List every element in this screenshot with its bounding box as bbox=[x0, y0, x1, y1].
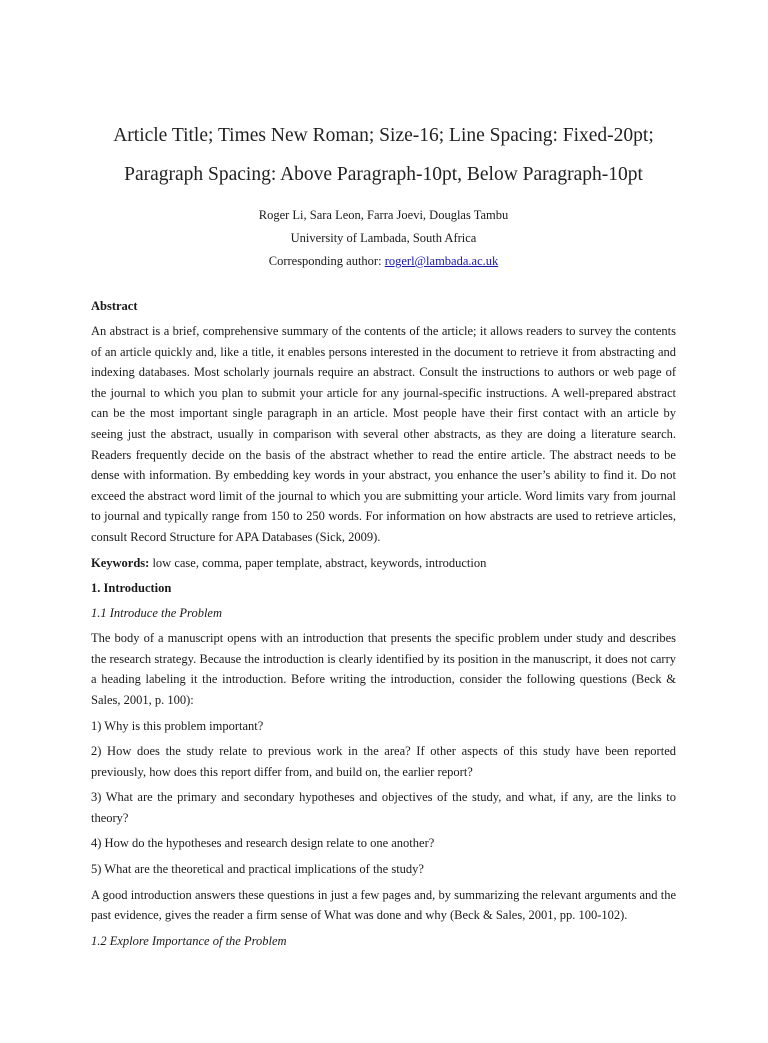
corresponding-label: Corresponding author: bbox=[268, 254, 385, 268]
question-item: 3) What are the primary and secondary hypotheses and objectives of the study, and what, if any, are the links to theory? bbox=[91, 790, 676, 825]
abstract-text: An abstract is a brief, comprehensive summary of the contents of the article; it allows readers to survey the contents of an article quickly and, like a title, it enables persons interested in the document to retrieve it from abstracting and indexing databases. Most scholarly journals require an abstract. Consult the instructions to authors or web page of the journal to which you plan to submit your article for any journal-specific instructions. A well-prepared abstract can be the most important single paragraph in an article. Most people have their first contact with an article by seeing just the abstract, usually in comparison with several other abstracts, as they are doing a literature search. Readers frequently decide on the basis of the abstract whether to read the entire article. The abstract needs to be dense with information. By embedding key words in your abstract, you enhance the user’s ability to find it. Do not exceed the abstract word limit of the journal to which you are submitting your article. Word limits vary from journal to journal and typically range from 150 to 250 words. For information on how abstracts are used to retrieve articles, consult Record Structure for APA Databases (Sick, 2009). bbox=[91, 324, 676, 544]
corresponding-email-link[interactable]: rogerl@lambada.ac.uk bbox=[384, 254, 499, 268]
title-line-1: Article Title; Times New Roman; Size-16; Line Spacing: Fixed-20pt; bbox=[113, 125, 654, 146]
title-line-2: Paragraph Spacing: Above Paragraph-10pt, Below Paragraph-10pt bbox=[124, 164, 643, 185]
question-item: 5) What are the theoretical and practical implications of the study? bbox=[91, 862, 424, 877]
introduction-paragraph-2: A good introduction answers these questions in just a few pages and, by summarizing the relevant arguments and the past evidence, gives the reader a firm sense of What was done and why (Beck & Sales, 2001, pp. 100-102). bbox=[91, 887, 676, 923]
paper-page bbox=[91, 116, 676, 951]
article-title bbox=[85, 116, 682, 194]
subsection-1-1-heading: 1.1 Introduce the Problem bbox=[91, 606, 222, 621]
affiliation: University of Lambada, South Africa bbox=[290, 231, 477, 245]
subsection-1-2-heading: 1.2 Explore Importance of the Problem bbox=[91, 933, 287, 948]
keywords-label: Keywords: bbox=[91, 555, 150, 570]
keywords-text: low case, comma, paper template, abstract, keywords, introduction bbox=[149, 555, 487, 570]
question-item: 1) Why is this problem important? bbox=[91, 718, 264, 733]
authors: Roger Li, Sara Leon, Farra Joevi, Douglas Tambu bbox=[258, 208, 509, 222]
abstract-heading: Abstract bbox=[91, 299, 138, 313]
introduction-heading: 1. Introduction bbox=[91, 581, 172, 596]
question-item: 4) How do the hypotheses and research design relate to one another? bbox=[91, 836, 435, 851]
corresponding-author bbox=[91, 250, 676, 273]
introduction-paragraph-1: The body of a manuscript opens with an introduction that presents the specific problem under study and describes the research strategy. Because the introduction is clearly identified by its position in the manuscript, it does not carry a heading labeling it the introduction. Before writing the introduction, consider the following questions (Beck & Sales, 2001, p. 100): bbox=[91, 631, 676, 707]
keywords bbox=[91, 553, 676, 574]
question-item: 2) How does the study relate to previous work in the area? If other aspects of this study have been reported previously, how does this report differ from, and build on, the earlier report? bbox=[91, 744, 676, 779]
